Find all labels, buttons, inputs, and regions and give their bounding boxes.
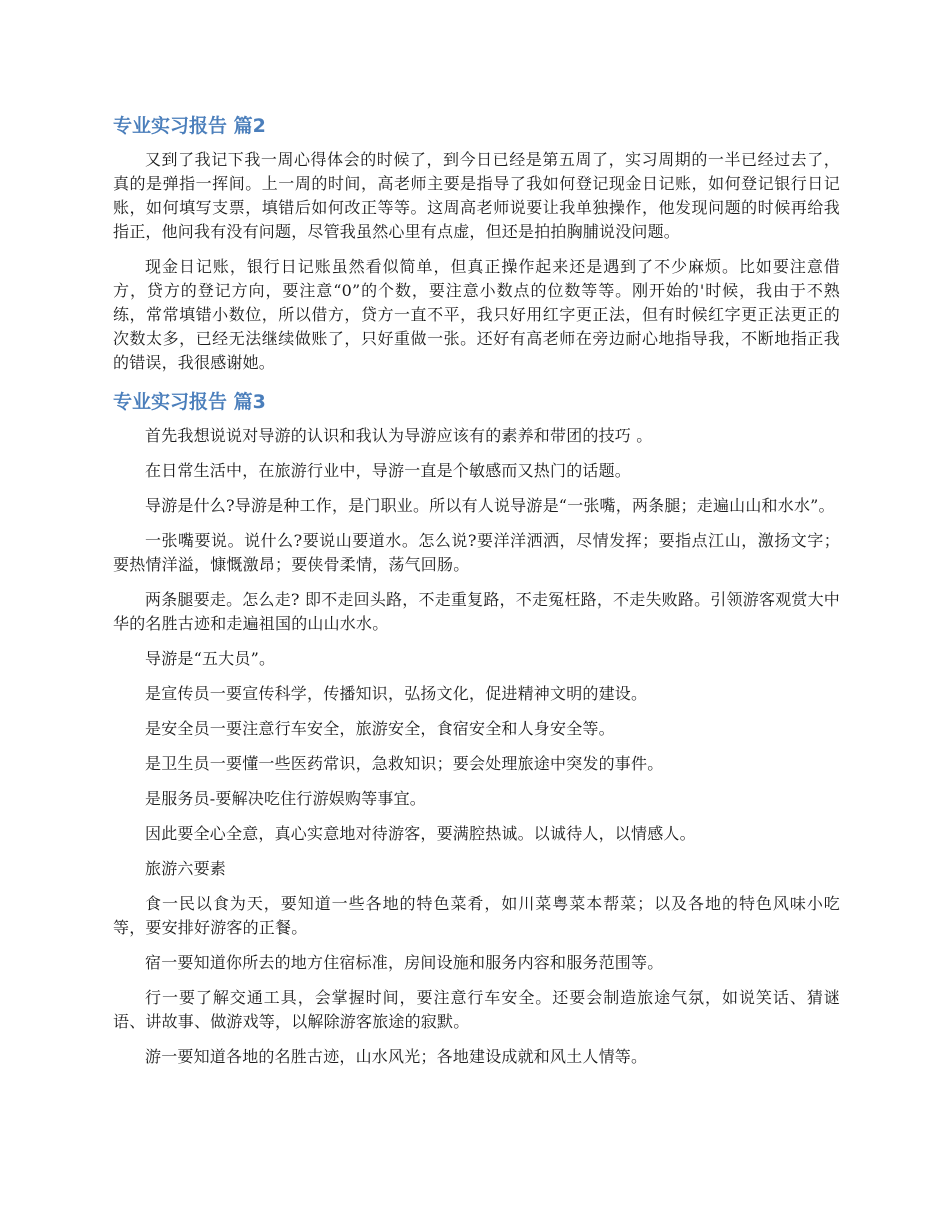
paragraph: 现金日记账，银行日记账虽然看似简单，但真正操作起来还是遇到了不少麻烦。比如要注意借方，贷方的登记方向，要注意“0”的个数，要注意小数点的位数等等。刚开始的'时候，我由于不熟练，常常填错小数位，所以借方，贷方一直不平，我只好用红字更正法，但有时候红字更正法更正的次数太多，已经无法继续做账了，只好重做一张。还好有高老师在旁边耐心地指导我，不断地指正我的错误，我很感谢她。 [113, 257, 840, 372]
paragraph: 是宣传员一要宣传科学，传播知识，弘扬文化，促进精神文明的建设。 [145, 684, 648, 703]
paragraph: 一张嘴要说。说什么?要说山要道水。怎么说?要洋洋洒洒，尽情发挥；要指点江山，激扬文字；要热情洋溢，慷慨激昂；要侠骨柔情，荡气回肠。 [113, 531, 840, 574]
section-title: 专业实习报告 篇2 [113, 115, 266, 137]
paragraph: 是卫生员一要懂一些医药常识，急救知识；要会处理旅途中突发的事件。 [145, 754, 664, 773]
paragraph: 两条腿要走。怎么走? 即不走回头路，不走重复路，不走冤枉路，不走失败路。引领游客观赏大中华的名胜古迹和走遍祖国的山山水水。 [113, 590, 840, 633]
section-title: 专业实习报告 篇3 [113, 391, 266, 413]
paragraph: 首先我想说说对导游的认识和我认为导游应该有的素养和带团的技巧 。 [145, 426, 653, 445]
paragraph: 因此要全心全意，真心实意地对待游客，要满腔热诚。以诚待人，以情感人。 [145, 824, 696, 843]
paragraph: 又到了我记下我一周心得体会的时候了，到今日已经是第五周了，实习周期的一半已经过去了，真的是弹指一挥间。上一周的时间，高老师主要是指导了我如何登记现金日记账，如何登记银行日记账，如何填写支票，填错后如何改正等等。这周高老师说要让我单独操作，他发现问题的时候再给我指正，他问我有没有问题，尽管我虽然心里有点虚，但还是拍拍胸脯说没问题。 [113, 150, 840, 241]
paragraph: 食一民以食为天，要知道一些各地的特色菜肴，如川菜粤菜本帮菜；以及各地的特色风味小吃等，要安排好游客的正餐。 [113, 894, 840, 937]
paragraph: 是安全员一要注意行车安全，旅游安全，食宿安全和人身安全等。 [145, 719, 615, 738]
paragraph: 行一要了解交通工具，会掌握时间，要注意行车安全。还要会制造旅途气氛，如说笑话、猜谜语、讲故事、做游戏等，以解除游客旅途的寂默。 [113, 988, 840, 1031]
paragraph: 在日常生活中，在旅游行业中，导游一直是个敏感而又热门的话题。 [145, 461, 632, 480]
paragraph: 导游是什么?导游是种工作，是门职业。所以有人说导游是“一张嘴，两条腿；走遍山山和水水”。 [145, 496, 835, 515]
paragraph: 导游是“五大员”。 [145, 649, 276, 668]
paragraph: 宿一要知道你所去的地方住宿标准，房间设施和服务内容和服务范围等。 [145, 953, 664, 972]
paragraph: 是服务员-要解决吃住行游娱购等事宜。 [145, 789, 427, 808]
document-page [113, 110, 840, 1080]
paragraph: 旅游六要素 [145, 859, 227, 878]
paragraph: 游一要知道各地的名胜古迹，山水风光；各地建设成就和风土人情等。 [145, 1047, 648, 1066]
